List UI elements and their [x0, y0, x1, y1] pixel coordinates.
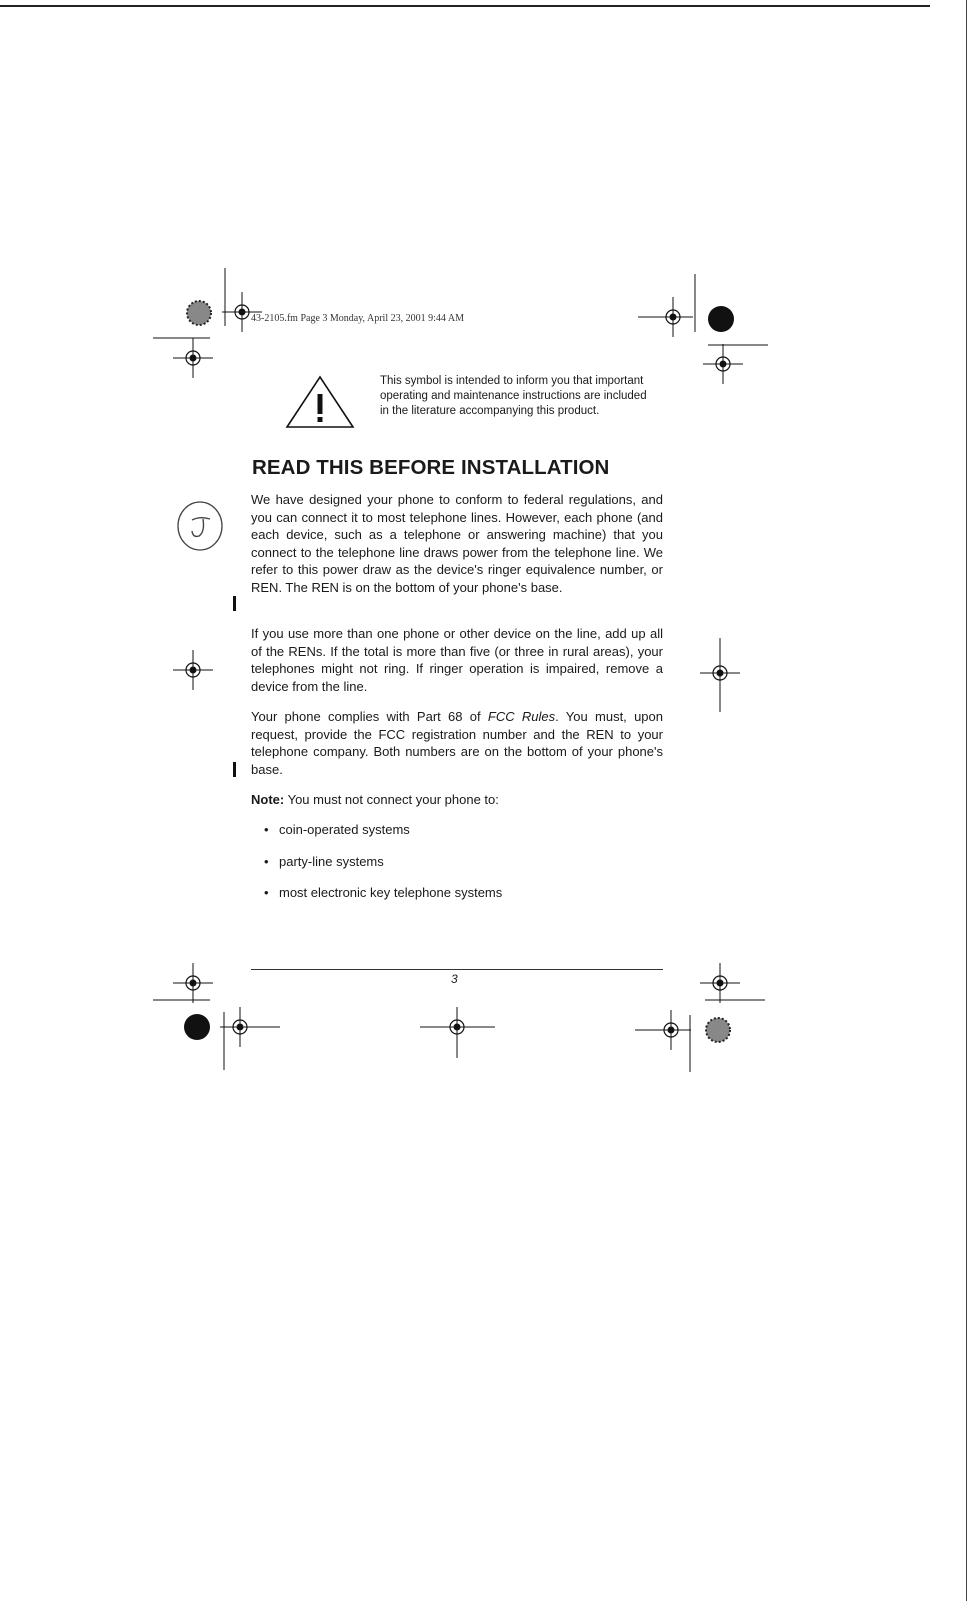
solid-mark-top-right	[708, 306, 734, 332]
paragraph-fcc	[251, 708, 663, 778]
fcc-text-end: . You must, upon request, provide the FCC registration number and the REN to your telephone company. Both numbers are on the bottom of your phone's base.	[251, 709, 663, 777]
solid-mark-bottom-left	[184, 1014, 210, 1040]
note-label: Note:	[251, 792, 285, 807]
bullet-icon: •	[264, 885, 269, 900]
warning-triangle-icon	[284, 374, 356, 430]
section-heading: READ THIS BEFORE INSTALLATION	[252, 456, 610, 479]
starburst-mark-top-left	[187, 301, 211, 325]
paragraph-regulations: We have designed your phone to conform to federal regulations, and you can connect it to most telephone lines. However, each phone (and each device, such as a telephone or answering machine) that you connect to the telephone line draws power from the telephone line. We refer to this power draw as the device's ringer equivalence number, or REN. The REN is on the bottom of your phone's base.	[251, 492, 663, 595]
note-line	[251, 791, 663, 809]
fcc-rules-title: FCC Rules	[487, 709, 556, 724]
change-bar	[233, 596, 236, 611]
note-text: You must not connect your phone to:	[284, 792, 499, 807]
change-bar	[233, 762, 236, 777]
list-item: • party-line systems	[264, 853, 384, 869]
starburst-mark-bottom-right	[706, 1018, 730, 1042]
handwritten-circled-mark	[178, 502, 222, 550]
footer-rule	[251, 969, 663, 970]
list-item: • most electronic key telephone systems	[264, 885, 503, 900]
list-item: • coin-operated systems	[264, 822, 410, 837]
file-slug-header: 43-2105.fm Page 3 Monday, April 23, 2001 9:44 AM	[251, 313, 464, 324]
warning-note: This symbol is intended to inform you that important operating and maintenance instructions are included in the literature accompanying this product.	[380, 375, 647, 417]
paragraph-ren-total: If you use more than one phone or other device on the line, add up all of the RENs. If the total is more than five (or three in rural areas), your telephones might not ring. If ringer operation is impaired, remove a device from the line.	[251, 626, 663, 694]
bullet-icon: •	[264, 853, 269, 869]
restriction-list	[264, 822, 502, 917]
fcc-text-start: Your phone complies with Part 68 of	[251, 709, 488, 724]
page-number: 3	[451, 972, 458, 986]
bullet-icon: •	[264, 822, 269, 837]
